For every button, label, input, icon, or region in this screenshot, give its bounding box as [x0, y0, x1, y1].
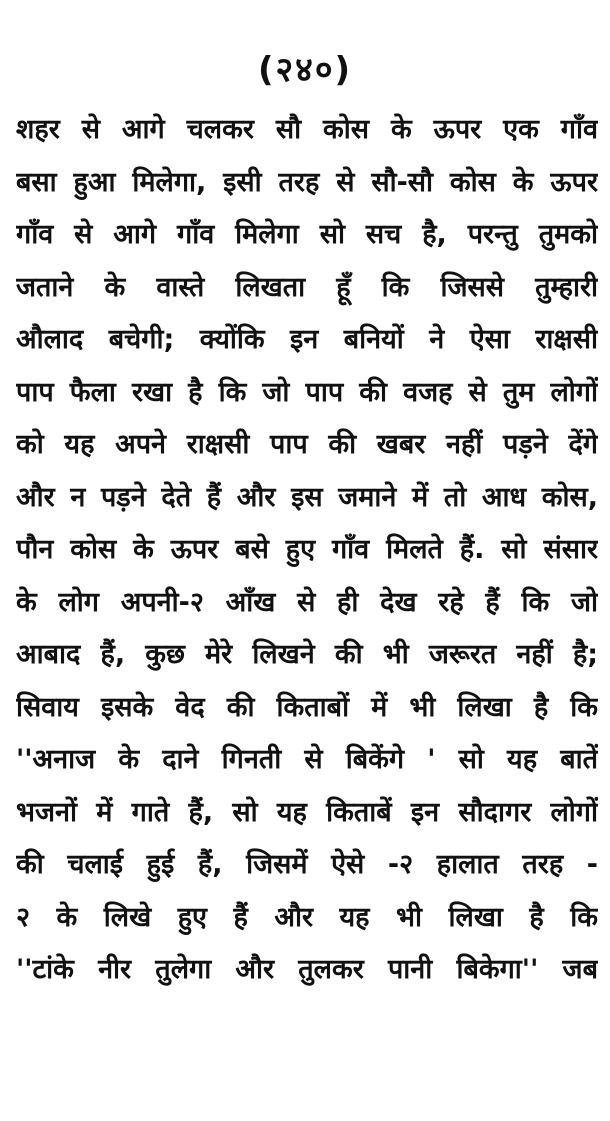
text-line: गाँव से आगे गाँव मिलेगा सो सच है, परन्तु तुमको: [16, 219, 598, 250]
text-line: जताने के वास्ते लिखता हूँ कि जिससे तुम्हारी: [16, 271, 598, 303]
text-line: को यह अपने राक्षसी पाप की खबर नहीं पड़ने देंगे: [16, 429, 598, 460]
body-text: [16, 104, 598, 997]
text-line: औलाद बचेगी; क्योंकि इन बनियों ने ऐसा राक्षसी: [16, 324, 598, 355]
text-line: की चलाई हुई हैं, जिसमें ऐसे -२ हालात तरह -: [16, 849, 598, 880]
text-line: सिवाय इसके वेद की किताबों में भी लिखा है कि: [16, 691, 598, 723]
text-line: पाप फैला रखा है कि जो पाप की वजह से तुम लोगों: [16, 376, 598, 408]
text-line: और न पड़ने देते हैं और इस जमाने में तो आध कोस,: [16, 481, 598, 513]
text-line: शहर से आगे चलकर सौ कोस के ऊपर एक गाँव: [16, 114, 598, 145]
page-number: (२४०): [257, 50, 353, 90]
text-line: २ के लिखे हुए हैं और यह भी लिखा है कि: [16, 901, 598, 933]
text-line: आबाद हैं, कुछ मेरे लिखने की भी जरूरत नहीं है;: [16, 639, 598, 670]
text-line: पौन कोस के ऊपर बसे हुए गाँव मिलते हैं. सो संसार: [16, 534, 598, 565]
text-line: भजनों में गाते हैं, सो यह किताबें इन सौदागर लोगों: [16, 796, 598, 828]
text-line: के लोग अपनी-२ आँख से ही देख रहे हैं कि जो: [16, 586, 598, 618]
text-line: बसा हुआ मिलेगा, इसी तरह से सौ-सौ कोस के ऊपर: [16, 166, 598, 198]
text-line: ''टांके नीर तुलेगा और तुलकर पानी बिकेगा'' जब: [16, 954, 598, 985]
text-line: ''अनाज के दाने गिनती से बिकेंगे ' सो यह बातें: [16, 744, 598, 775]
